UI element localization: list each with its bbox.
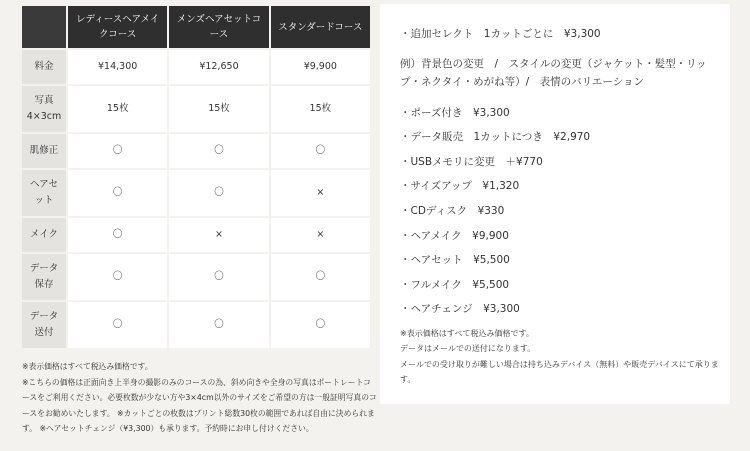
row-label [22, 170, 66, 216]
table-row [22, 86, 370, 132]
table-row [22, 302, 370, 348]
header-ladies-course: レディースヘアメイクコース [68, 6, 167, 48]
option-item: ・追加セレクト 1カットごとに ¥3,300 [400, 28, 601, 40]
table-cell: 〇 [68, 218, 167, 252]
table-cell: 15枚 [271, 86, 370, 132]
option-example-text: 例）背景色の変更 / スタイルの変更（ジャケット・髪型・リップ・ネクタイ・めがね等）/ 表情のバリエーション [400, 57, 707, 88]
table-row [22, 134, 370, 168]
table-row [22, 50, 370, 84]
tax-note: ※表示価格はすべて税込み価格です。 [22, 362, 153, 371]
table-header-row [22, 6, 370, 48]
table-cell: × [271, 170, 370, 216]
table-cell: ¥9,900 [271, 50, 370, 84]
option-item: ・フルメイク ¥5,500 [400, 278, 510, 291]
option-item: ・ヘアメイク ¥9,900 [400, 229, 509, 242]
table-cell: 〇 [68, 302, 167, 348]
course-note: ※こちらの価格は正面向き上半身の撮影のみのコースの為、斜め向きや全身の写真はポートレートコースをご利用ください。必要枚数が少ない方や3×4cm以外のサイズをご希望の方は一般証明写真のコースをお勧めいたします。 ※カットごとの枚数はプリント総数30枚の範囲であれば自由に決められます。 ※ヘアセットチェンジ（¥3,300）も承ります。予約時にお申し付けください。 [22, 377, 377, 434]
table-cell: 〇 [68, 170, 167, 216]
option-note: ※表示価格はすべて税込み価格です。 [400, 328, 534, 338]
table-cell: ¥12,650 [169, 50, 268, 84]
table-corner-cell [22, 6, 66, 48]
table-cell: 〇 [169, 254, 268, 300]
option-item: ・ポーズ付き ¥3,300 [400, 106, 510, 119]
table-cell: 〇 [169, 302, 268, 348]
table-cell: × [271, 218, 370, 252]
row-label [22, 302, 66, 348]
table-cell: 15枚 [169, 86, 268, 132]
price-section [22, 4, 377, 437]
row-label: 肌修正 [22, 134, 66, 168]
table-cell: ¥14,300 [68, 50, 167, 84]
option-note: データはメールでの送付になります。 [400, 344, 536, 354]
row-label-text: データ保存 [29, 263, 59, 290]
row-label-text: データ送付 [29, 311, 59, 338]
header-standard-course: スタンダードコース [271, 6, 370, 48]
table-cell: 〇 [169, 170, 268, 216]
row-label-text: 写真 4×3cm [26, 95, 62, 122]
table-cell: 15枚 [68, 86, 167, 132]
table-cell: 〇 [271, 254, 370, 300]
option-note: メールでの受け取りが難しい場合は持ち込みデバイス（無料）や販売デバイスにて承ります。 [400, 359, 719, 385]
option-item: ・データ販売 1カットにつき ¥2,970 [400, 131, 591, 144]
option-notes [400, 326, 720, 388]
option-item: ・USBメモリに変更 ＋¥770 [400, 155, 543, 168]
table-cell: 〇 [169, 134, 268, 168]
table-row [22, 218, 370, 252]
row-label: メイク [22, 218, 66, 252]
options-panel [380, 4, 730, 404]
option-item: ・ヘアセット ¥5,500 [400, 254, 510, 267]
table-cell: 〇 [68, 254, 167, 300]
course-price-table [20, 4, 372, 350]
option-item: ・CDディスク ¥330 [400, 204, 505, 217]
row-label-text: ヘアセット [29, 179, 59, 206]
option-item: ・ヘアチェンジ ¥3,300 [400, 303, 520, 316]
option-item: ・サイズアップ ¥1,320 [400, 180, 520, 193]
table-cell: × [169, 218, 268, 252]
table-cell: 〇 [68, 134, 167, 168]
row-label: 料金 [22, 50, 66, 84]
price-notes [22, 359, 377, 437]
table-cell: 〇 [271, 134, 370, 168]
table-row [22, 170, 370, 216]
row-label [22, 254, 66, 300]
table-row [22, 254, 370, 300]
row-label [22, 86, 66, 132]
table-cell: 〇 [271, 302, 370, 348]
header-mens-course: メンズヘアセットコース [169, 6, 268, 48]
